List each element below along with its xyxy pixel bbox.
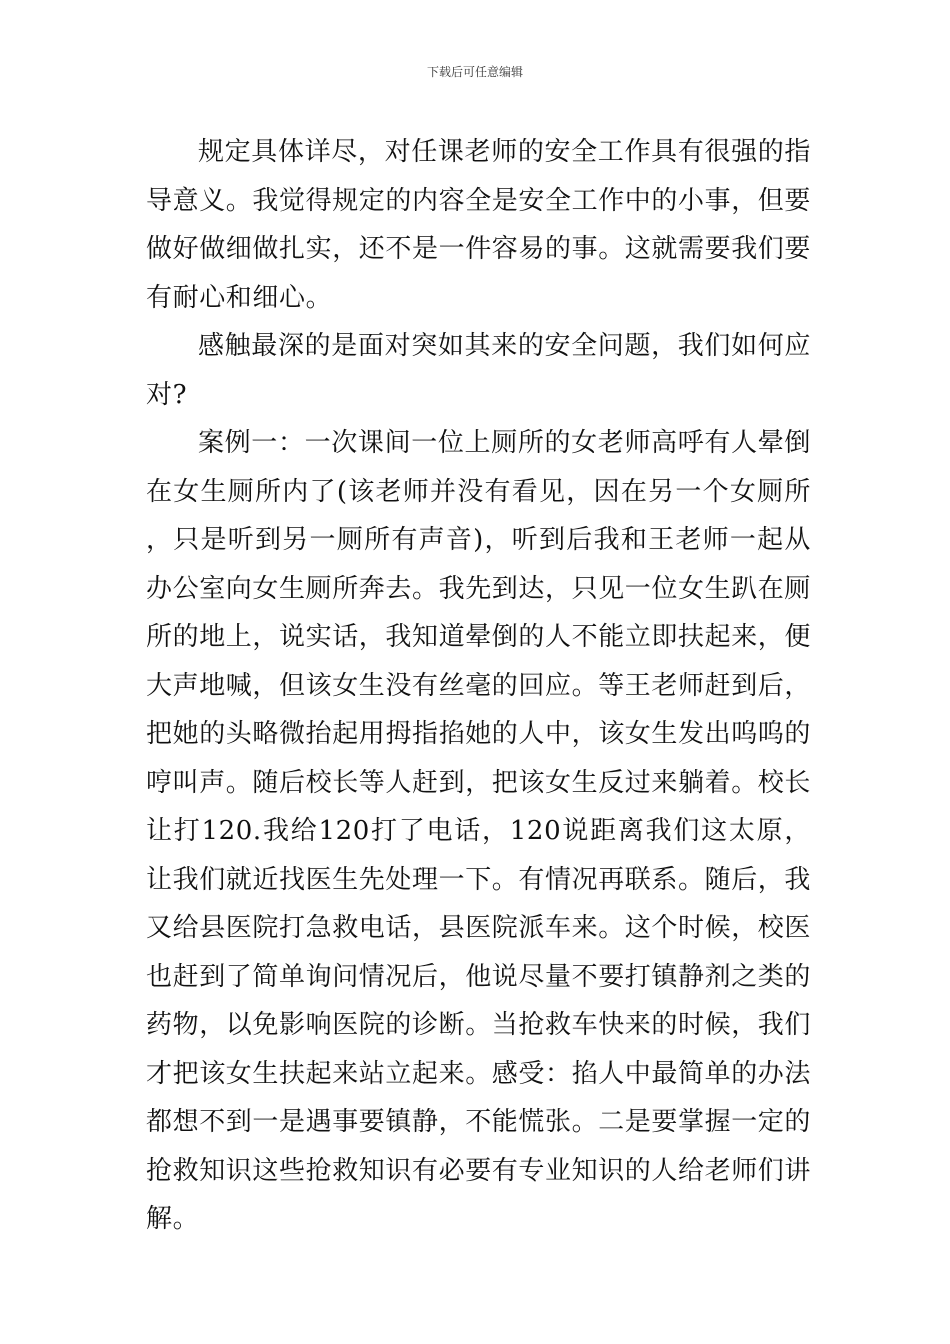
paragraph-1: 规定具体详尽，对任课老师的安全工作具有很强的指导意义。我觉得规定的内容全是安全工作中的小事，但要做好做细做扎实，还不是一件容易的事。这就需要我们要有耐心和细心。	[146, 137, 812, 313]
page-header: 下载后可任意编辑	[426, 65, 523, 79]
paragraph-2: 感触最深的是面对突如其来的安全问题，我们如何应对?	[146, 331, 811, 410]
paragraph-3: 案例一：一次课间一位上厕所的女老师高呼有人晕倒在女生厕所内了(该老师并没有看见，因在另一个女厕所，只是听到另一厕所有声音)，听到后我和王老师一起从办公室向女生厕所奔去。我先到达，只见一位女生趴在厕所的地上，说实话，我知道晕倒的人不能立即扶起来，便大声地喊，但该女生没有丝毫的回应。等王老师赶到后，把她的头略微抬起用拇指掐她的人中，该女生发出呜呜的哼叫声。随后校长等人赶到，把该女生反过来躺着。校长让打120.我给120打了电话，120说距离我们这太原，让我们就近找医生先处理一下。有情况再联系。随后，我又给县医院打急救电话，县医院派车来。这个时候，校医也赶到了简单询问情况后，他说尽量不要打镇静剂之类的药物，以免影响医院的诊断。当抢救车快来的时候，我们才把该女生扶起来站立起来。感受：掐人中最简单的办法都想不到一是遇事要镇静，不能慌张。二是要掌握一定的抢救知识这些抢救知识有必要有专业知识的人给老师们讲解。	[146, 428, 812, 1234]
document-body	[146, 128, 811, 1244]
